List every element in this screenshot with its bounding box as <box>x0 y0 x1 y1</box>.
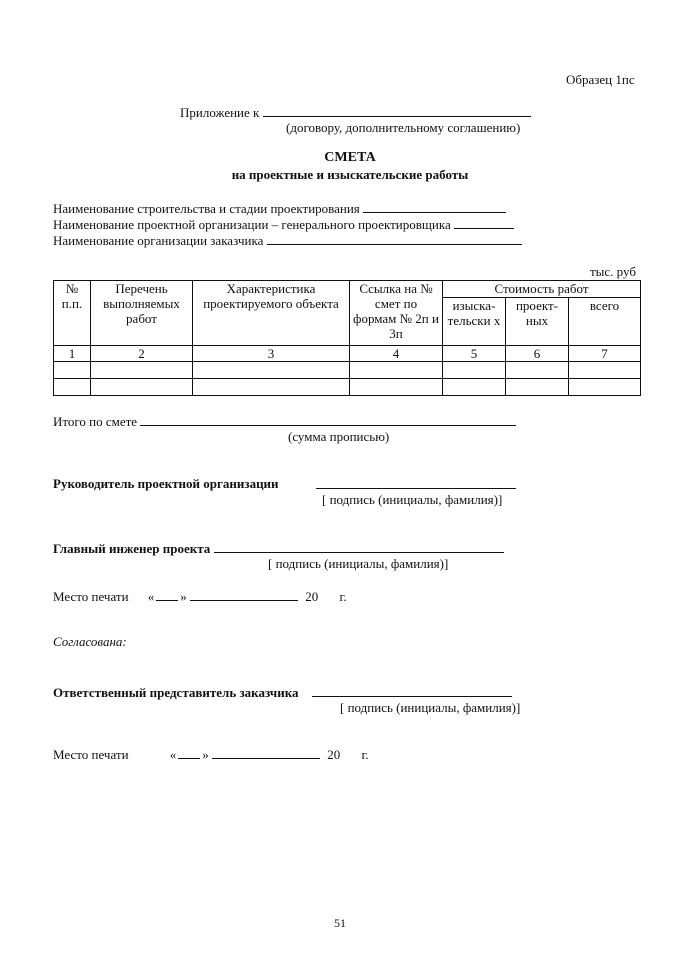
appendix-field[interactable] <box>263 104 531 117</box>
appendix-label: Приложение к <box>180 105 260 120</box>
appendix-row <box>180 104 531 121</box>
day-field[interactable] <box>178 746 200 759</box>
day-field[interactable] <box>156 588 178 601</box>
doc-subtitle: на проектные и изыскательские работы <box>231 167 469 182</box>
col-number: 6 <box>506 346 569 362</box>
customer-rep-label: Ответственный представитель заказчика <box>53 685 299 700</box>
stamp-row-2: Место печати « » 20 г. <box>53 747 369 762</box>
sample-label: Образец 1пс <box>566 72 635 87</box>
column-numbers-row <box>54 346 641 362</box>
month-field[interactable] <box>212 746 320 759</box>
field-construction: Наименование строительства и стадии проектирования <box>53 200 506 217</box>
col-header-survey: изыска-тельски х <box>443 298 506 346</box>
chief-eng-signature-field[interactable] <box>214 540 504 553</box>
chief-eng-label: Главный инженер проекта <box>53 541 211 556</box>
head-org-hint: [ подпись (инициалы, фамилия)] <box>322 492 503 507</box>
customer-rep-signature-field[interactable] <box>312 684 512 697</box>
col-header-reference: Ссылка на № смет по формам № 2п и 3п <box>350 281 443 346</box>
units-label: тыс. руб <box>590 264 636 279</box>
field-customer: Наименование организации заказчика <box>53 232 522 249</box>
chief-eng-hint: [ подпись (инициалы, фамилия)] <box>268 556 449 571</box>
col-header-number: № п.п. <box>54 281 91 346</box>
col-number: 4 <box>350 346 443 362</box>
stamp-row-1: Место печати « » 20 г. <box>53 589 347 604</box>
table-row <box>54 379 641 396</box>
page-number: 51 <box>334 916 346 930</box>
table-row <box>54 362 641 379</box>
col-header-total: всего <box>569 298 641 346</box>
col-number: 7 <box>569 346 641 362</box>
field-design-org: Наименование проектной организации – генерального проектировщика <box>53 216 514 233</box>
customer-rep-hint: [ подпись (инициалы, фамилия)] <box>340 700 521 715</box>
total-hint: (сумма прописью) <box>288 429 390 444</box>
construction-field[interactable] <box>363 200 506 213</box>
col-header-design: проект-ных <box>506 298 569 346</box>
month-field[interactable] <box>190 588 298 601</box>
head-org-label: Руководитель проектной организации <box>53 476 279 491</box>
total-row: Итого по смете <box>53 413 516 430</box>
agreed-label: Согласована: <box>53 634 127 649</box>
customer-field[interactable] <box>267 232 522 245</box>
col-number: 3 <box>193 346 350 362</box>
col-number: 1 <box>54 346 91 362</box>
estimate-table <box>53 280 641 396</box>
doc-title: СМЕТА <box>324 150 376 165</box>
appendix-hint: (договору, дополнительному соглашению) <box>286 120 521 135</box>
head-org-signature-field[interactable] <box>316 476 516 489</box>
total-field[interactable] <box>140 413 516 426</box>
col-number: 2 <box>91 346 193 362</box>
col-number: 5 <box>443 346 506 362</box>
design-org-field[interactable] <box>454 216 514 229</box>
col-header-cost: Стоимость работ <box>443 281 641 298</box>
col-header-works: Перечень выполняемых работ <box>91 281 193 346</box>
col-header-object: Характеристика проектируемого объекта <box>193 281 350 346</box>
